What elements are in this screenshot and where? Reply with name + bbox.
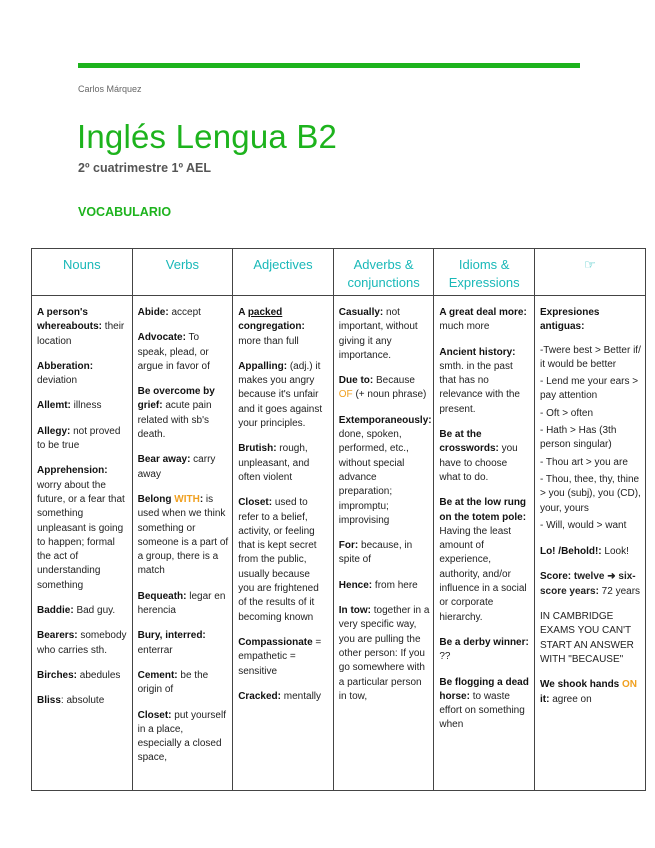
list-item: Cement: be the origin of — [137, 669, 209, 696]
pointing-hand-icon: ☞ — [534, 249, 645, 296]
column-header-verbs: Verbs — [132, 249, 233, 296]
list-item: For: because, in spite of — [338, 540, 413, 566]
list-item: Advocate: To speak, plead, or argue in favor of — [137, 332, 210, 372]
list-item: Cracked: mentally — [238, 690, 322, 702]
page-title: Inglés Lengua B2 — [77, 118, 338, 155]
list-item: Casually: not important, without giving it any importance. — [338, 307, 418, 361]
list-item: - Will, would > want — [539, 519, 627, 531]
list-item: Ancient history: smth. in the past that has no relevance with the present. — [439, 346, 520, 415]
header-accent-bar — [78, 63, 580, 68]
list-item: - Lend me your ears > pay attention — [539, 376, 639, 402]
page-subtitle: 2º cuatrimestre 1º AEL — [78, 161, 212, 175]
verbs-cell — [132, 296, 233, 791]
list-item: Extemporaneously: done, spoken, performed, etc., without special advance preparation; impromptu; improvising — [338, 414, 432, 526]
column-header-nouns: Nouns — [32, 249, 133, 296]
list-item: Compassionate = empathetic = sensitive — [238, 636, 322, 677]
list-item: A person's whereabouts: their location — [37, 307, 125, 347]
list-item: A great deal more: much more — [439, 307, 527, 333]
idioms-cell — [434, 296, 535, 791]
list-item: Be at the crosswords: you have to choose what to do. — [439, 429, 518, 483]
list-item: Brutish: rough, unpleasant, and often violent — [238, 443, 310, 483]
list-item: Baddie: Bad guy. — [37, 605, 116, 617]
list-item: Belong WITH: is used when we think something or someone is a part of a group, there is a match — [137, 493, 229, 577]
list-item: - Thou art > you are — [539, 456, 628, 468]
list-item: Be flogging a dead horse: to waste effort on something when — [439, 676, 529, 731]
column-header-adverbs: Adverbs & conjunctions — [333, 249, 434, 296]
list-item: Lo! /Behold!: Look! — [539, 546, 629, 558]
list-item: Abberation: deviation — [37, 360, 94, 387]
misc-cell — [534, 296, 645, 791]
table-header-row — [32, 249, 646, 296]
list-item: Be a derby winner: ?? — [439, 636, 529, 663]
list-item: Allemt: illness — [37, 400, 102, 412]
list-item: Apprehension: worry about the future, or a fear that something unpleasant is going to happen; formal the act of understanding something — [37, 465, 125, 591]
column-header-adjectives: Adjectives — [233, 249, 334, 296]
list-item: - Thou, thee, thy, thine > you (subj), you (CD), your, yours — [539, 473, 641, 514]
list-item: Score: twelve ➜ six-score years: 72 years — [539, 571, 641, 597]
list-item: Due to: Because OF (+ noun phrase) — [338, 375, 427, 401]
adverbs-cell — [333, 296, 434, 791]
list-item: Bearers: somebody who carries sth. — [37, 630, 127, 656]
list-item: Bear away: carry away — [137, 454, 216, 480]
column-header-idioms: Idioms & Expressions — [434, 249, 535, 296]
list-item: -Twere best > Better if/ it would be better — [539, 344, 641, 370]
list-item: Appalling: (adj.) it makes you angry because it's unfair and it goes against your principles. — [238, 360, 323, 430]
author-name: Carlos Márquez — [78, 84, 142, 94]
adjectives-cell — [233, 296, 334, 791]
list-item: Abide: accept — [137, 307, 201, 318]
expressions-title: Expresiones antiguas: — [539, 307, 600, 333]
table-row — [32, 296, 646, 791]
list-item: Bequeath: legar en herencia — [137, 590, 226, 617]
list-item: Be at the low rung on the totem pole: Having the least amount of experience, authority, and/or influence in a social or corporate hierarchy. — [439, 497, 527, 623]
list-item: Birches: abedules — [37, 669, 121, 681]
list-item: IN CAMBRIDGE EXAMS YOU CAN'T START AN ANSWER WITH "BECAUSE" — [539, 611, 634, 665]
list-item: Closet: put yourself in a place, especially a closed space, — [137, 709, 226, 764]
list-item: Hence: from here — [338, 579, 418, 591]
list-item: - Hath > Has (3th person singular) — [539, 425, 617, 451]
vocabulary-table — [31, 248, 646, 791]
nouns-cell — [32, 296, 133, 791]
list-item: Bury, interred: enterrar — [137, 630, 206, 656]
list-item: Allegy: not proved to be true — [37, 425, 121, 452]
list-item: We shook hands ON it: agree on — [539, 679, 638, 705]
list-item: Closet: used to refer to a belief, activity, or feeling that is kept secret from the public, usually because you are frightened of the results of it becoming known — [238, 497, 319, 623]
section-heading: VOCABULARIO — [78, 205, 172, 219]
list-item: Bliss: absolute — [37, 695, 105, 707]
list-item: - Oft > often — [539, 407, 594, 419]
list-item: A packed congregation: more than full — [238, 307, 305, 347]
list-item: Be overcome by grief: acute pain related with sb's death. — [137, 386, 215, 441]
list-item: In tow: together in a very specific way, you are pulling the other person: If you go somewhere with a particular person in tow, — [338, 605, 430, 702]
